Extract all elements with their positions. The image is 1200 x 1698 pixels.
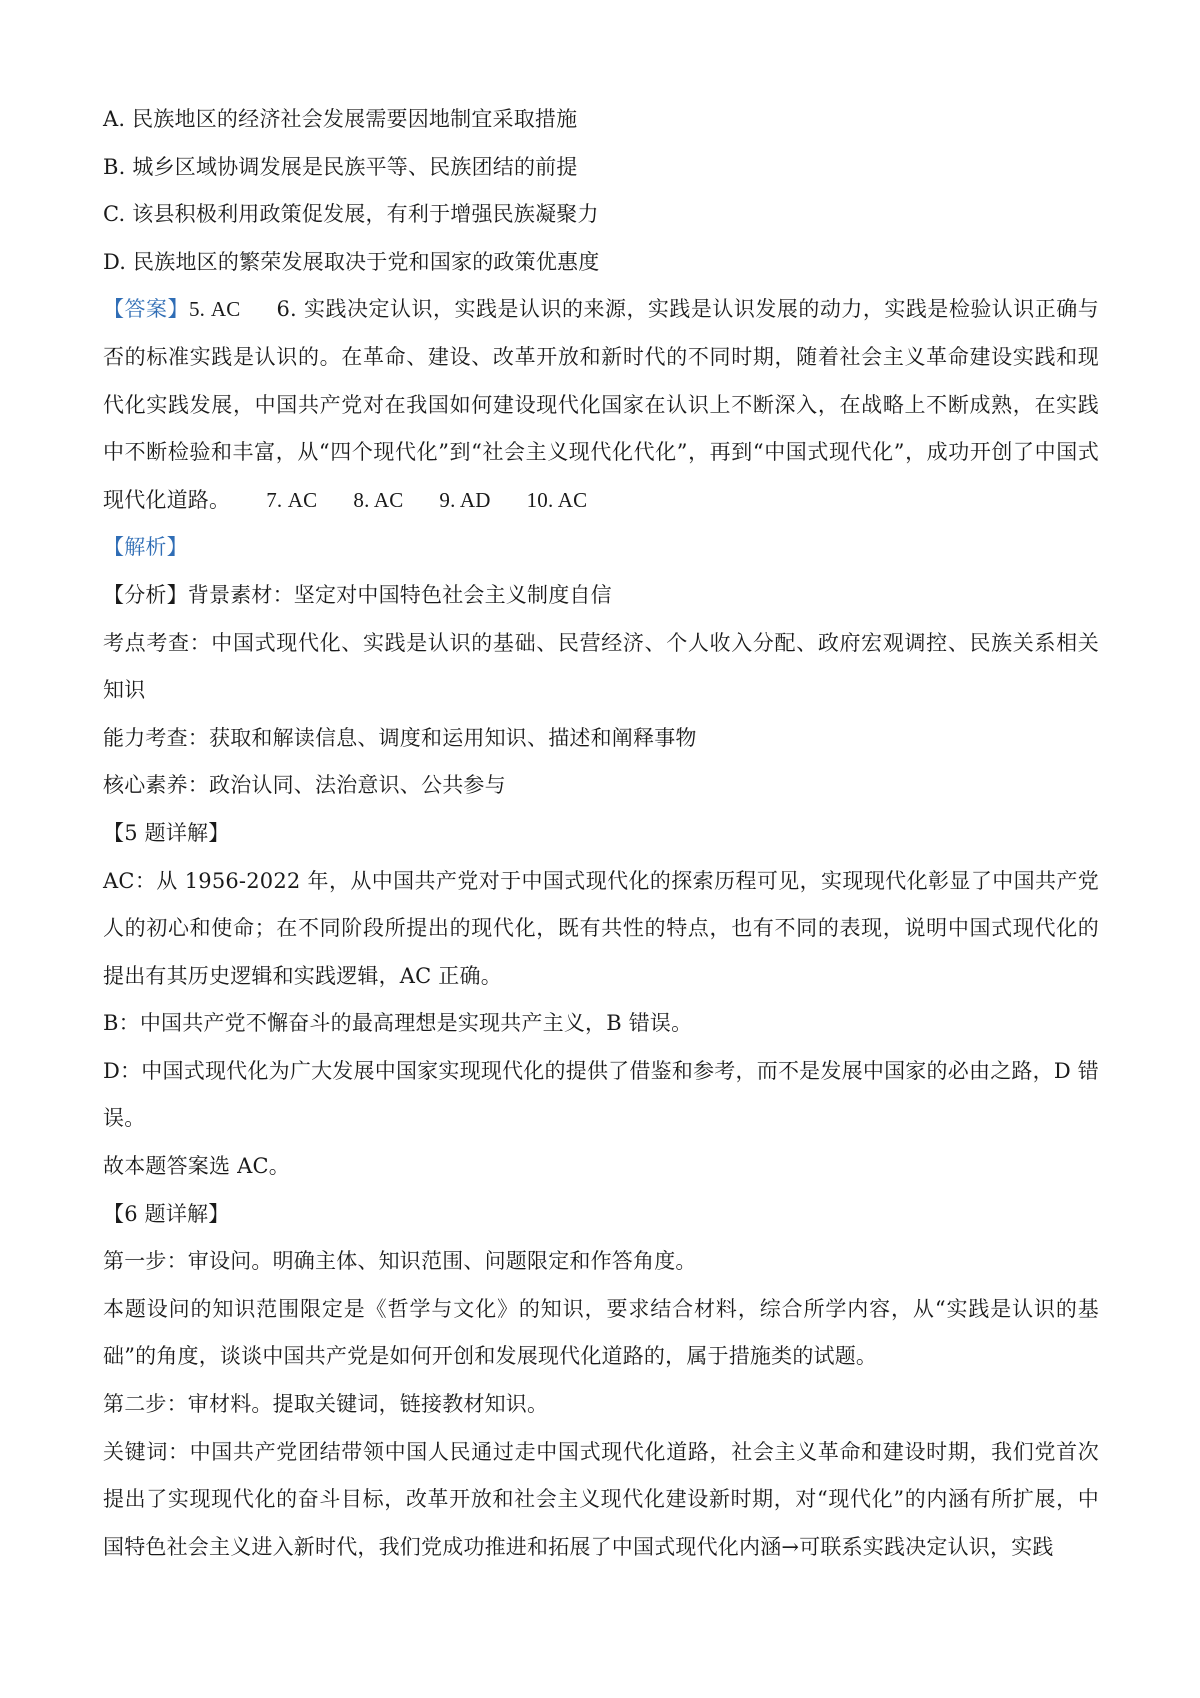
- answer-block: [103, 286, 1099, 524]
- q5-d: D：中国式现代化为广大发展中国家实现现代化的提供了借鉴和参考，而不是发展中国家的必由之路，D 错误。: [103, 1058, 1099, 1131]
- option-d: D. 民族地区的繁荣发展取决于党和国家的政策优惠度: [103, 249, 600, 274]
- q6-keywords: 关键词：中国共产党团结带领中国人民通过走中国式现代化道路，社会主义革命和建设时期，我们党首次提出了实现现代化的奋斗目标，改革开放和社会主义现代化建设新时期，对“现代化”的内涵有所扩展，中国特色社会主义进入新时代，我们党成功推进和拓展了中国式现代化内涵→可联系实践决定认识，实践: [103, 1439, 1099, 1559]
- q5-heading: 【5 题详解】: [103, 820, 230, 845]
- answer-q10: 10. AC: [526, 487, 588, 512]
- option-b: B. 城乡区域协调发展是民族平等、民族团结的前提: [103, 154, 578, 179]
- q5-b: B：中国共产党不懈奋斗的最高理想是实现共产主义，B 错误。: [103, 1011, 693, 1036]
- analysis-label: 【解析】: [103, 535, 188, 560]
- q6-heading: 【6 题详解】: [103, 1201, 230, 1226]
- answer-q7: 7. AC: [266, 487, 318, 512]
- answer-q6-text: 6. 实践决定认识，实践是认识的来源，实践是认识发展的动力，实践是检验认识正确与否的标准实践是认识的。在革命、建设、改革开放和新时代的不同时期，随着社会主义革命建设实践和现代化实践发展，中国共产党对在我国如何建设现代化国家在认识上不断深入，在战略上不断成熟，在实践中不断检验和丰富，从“四个现代化”到“社会主义现代化代化”，再到“中国式现代化”，成功开创了中国式现代化道路。: [103, 297, 1099, 512]
- q5-conclusion: 故本题答案选 AC。: [103, 1154, 290, 1179]
- option-a: A. 民族地区的经济社会发展需要因地制宜采取措施: [103, 107, 578, 131]
- analysis-suyang: 核心素养：政治认同、法治意识、公共参与: [103, 773, 506, 798]
- answer-q9: 9. AD: [439, 487, 491, 512]
- answer-label: 【答案】: [103, 297, 189, 322]
- q6-step2: 第二步：审材料。提取关键词，链接教材知识。: [103, 1392, 549, 1417]
- answer-q8: 8. AC: [353, 487, 404, 512]
- option-c: C. 该县积极利用政策促发展，有利于增强民族凝聚力: [103, 202, 599, 227]
- analysis-fenxi: 【分析】背景素材：坚定对中国特色社会主义制度自信: [103, 582, 612, 607]
- document-page: [103, 96, 1099, 1571]
- answer-q5: 5. AC: [188, 297, 241, 322]
- analysis-nengli: 能力考查：获取和解读信息、调度和运用知识、描述和阐释事物: [103, 725, 697, 750]
- q5-ac: AC：从 1956-2022 年，从中国共产党对于中国式现代化的探索历程可见，实现现代化彰显了中国共产党人的初心和使命；在不同阶段所提出的现代化，既有共性的特点，也有不同的表现，说明中国式现代化的提出有其历史逻辑和实践逻辑，AC 正确。: [103, 868, 1099, 988]
- q6-step1-text: 本题设问的知识范围限定是《哲学与文化》的知识，要求结合材料，综合所学内容，从“实践是认识的基础”的角度，谈谈中国共产党是如何开创和发展现代化道路的，属于措施类的试题。: [103, 1296, 1099, 1369]
- q6-step1: 第一步：审设问。明确主体、知识范围、问题限定和作答角度。: [103, 1249, 697, 1274]
- analysis-kaodian: 考点考查：中国式现代化、实践是认识的基础、民营经济、个人收入分配、政府宏观调控、民族关系相关知识: [103, 630, 1099, 703]
